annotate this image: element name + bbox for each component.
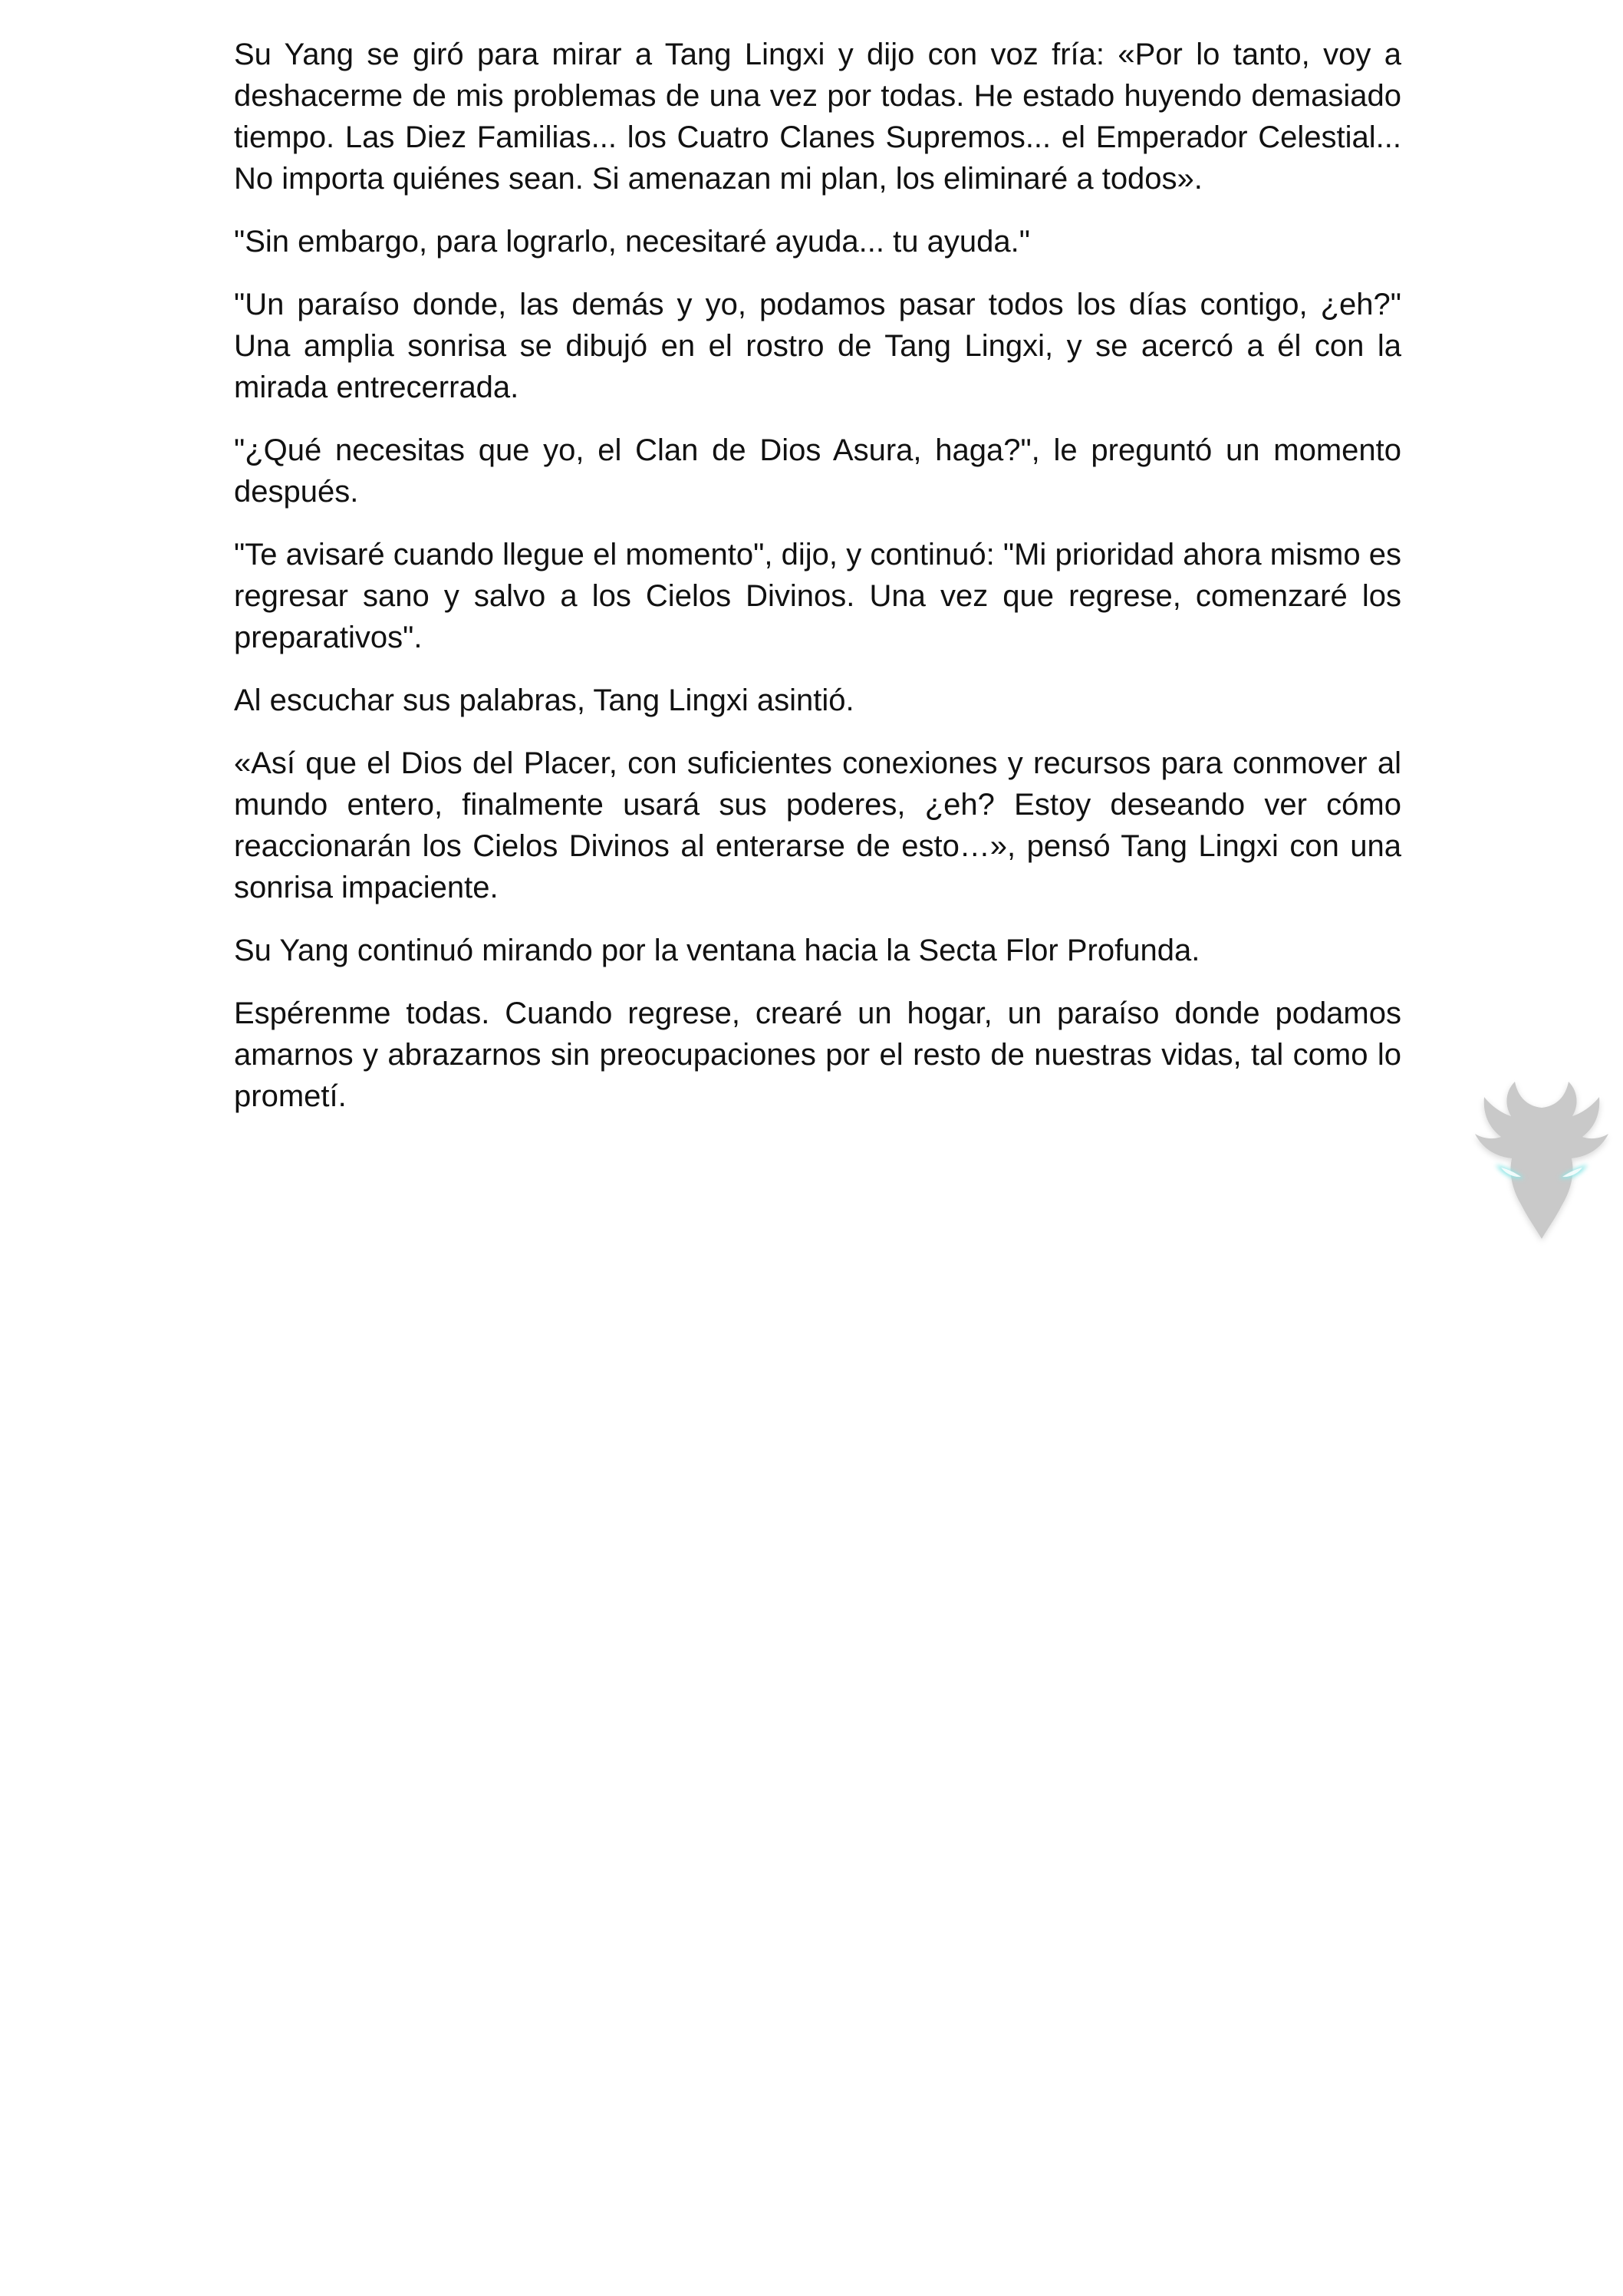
document-body	[234, 34, 1401, 1138]
paragraph: Su Yang continuó mirando por la ventana hacia la Secta Flor Profunda.	[234, 934, 1200, 967]
paragraph: "Te avisaré cuando llegue el momento", dijo, y continuó: "Mi prioridad ahora mismo es regresar sano y salvo a los Cielos Divinos. Una vez que regrese, comenzaré los preparativos".	[234, 538, 1401, 654]
paragraph: Al escuchar sus palabras, Tang Lingxi asintió.	[234, 684, 854, 717]
paragraph: «Así que el Dios del Placer, con suficientes conexiones y recursos para conmover al mundo entero, finalmente usará sus poderes, ¿eh? Estoy deseando ver cómo reaccionarán los Cielos Divinos al enterarse de esto…», pensó Tang Lingxi con una sonrisa impaciente.	[234, 746, 1401, 904]
paragraph: "Sin embargo, para lograrlo, necesitaré ayuda... tu ayuda."	[234, 225, 1030, 259]
paragraph: Su Yang se giró para mirar a Tang Lingxi y dijo con voz fría: «Por lo tanto, voy a deshacerme de mis problemas de una vez por todas. He estado huyendo demasiado tiempo. Las Diez Familias... los Cuatro Clanes Supremos... el Emperador Celestial... No importa quiénes sean. Si amenazan mi plan, los eliminaré a todos».	[234, 38, 1401, 196]
paragraph: "¿Qué necesitas que yo, el Clan de Dios Asura, haga?", le preguntó un momento después.	[234, 433, 1401, 509]
demon-head-icon	[1469, 1074, 1615, 1247]
watermark	[1469, 1074, 1615, 1247]
paragraph: Espérenme todas. Cuando regrese, crearé un hogar, un paraíso donde podamos amarnos y abrazarnos sin preocupaciones por el resto de nuestras vidas, tal como lo prometí.	[234, 996, 1401, 1113]
paragraph: "Un paraíso donde, las demás y yo, podamos pasar todos los días contigo, ¿eh?" Una amplia sonrisa se dibujó en el rostro de Tang Lingxi, y se acercó a él con la mirada entrecerrada.	[234, 288, 1401, 404]
